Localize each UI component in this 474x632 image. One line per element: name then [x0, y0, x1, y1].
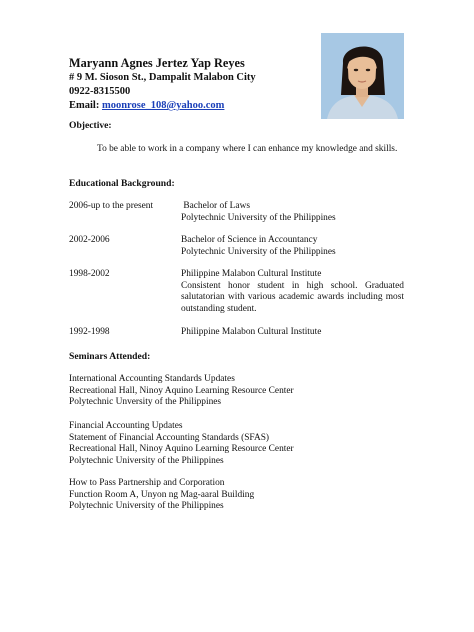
- education-date: 2006-up to the present: [69, 201, 154, 211]
- seminar-line: Function Room A, Unyon ng Mag-aaral Building: [69, 489, 255, 500]
- education-line: Polytechnic University of the Philippines: [181, 212, 336, 223]
- seminar-line: Recreational Hall, Ninoy Aquino Learning Resource Center: [69, 444, 294, 455]
- seminars-heading: Seminars Attended:: [69, 351, 151, 362]
- seminar-line: Polytechnic University of the Philippines: [69, 501, 224, 512]
- seminar-line: International Accounting Standards Updates: [69, 374, 235, 384]
- education-line: Consistent honor student in high school. Graduated salutatorian with various academic awards including most outstanding student.: [181, 280, 404, 314]
- objective-text: [69, 143, 404, 155]
- seminar-line: How to Pass Partnership and Corporation: [69, 478, 225, 488]
- objective-heading: Objective:: [69, 120, 112, 131]
- education-line: Polytechnic University of the Philippines: [181, 246, 336, 257]
- email-label: Email:: [69, 100, 102, 111]
- education-entry: [69, 269, 404, 317]
- seminar-line: Polytechnic University of the Philippines: [69, 455, 224, 466]
- objective-body: To be able to work in a company where I can enhance my knowledge and skills.: [97, 144, 398, 154]
- education-heading: Educational Background:: [69, 178, 175, 189]
- phone-number: 0922-8315500: [69, 86, 131, 97]
- education-date: 1992-1998: [69, 327, 110, 337]
- education-line: Bachelor of Laws: [181, 201, 250, 211]
- seminar-line: Financial Accounting Updates: [69, 421, 183, 431]
- education-line: Bachelor of Science in Accountancy: [181, 235, 318, 245]
- education-entry: [69, 327, 404, 339]
- education-entry: [69, 201, 404, 225]
- seminar-entry: [69, 478, 404, 513]
- education-detail: [181, 235, 404, 258]
- seminar-line: Statement of Financial Accounting Standards (SFAS): [69, 432, 270, 443]
- profile-photo: [321, 33, 404, 119]
- email-link[interactable]: moonrose_108@yahoo.com: [101, 100, 225, 111]
- education-line: Philippine Malabon Cultural Institute: [181, 327, 322, 337]
- seminar-entry: [69, 421, 404, 467]
- education-date: 2002-2006: [69, 235, 110, 245]
- education-detail: [181, 327, 404, 339]
- education-detail: [181, 269, 404, 315]
- email-line: [69, 99, 319, 113]
- address: # 9 M. Sioson St., Dampalit Malabon City: [69, 72, 256, 83]
- seminar-line: Polytechnic Unversity of the Philippines: [69, 397, 222, 408]
- seminar-entry: [69, 374, 404, 409]
- education-detail: [181, 201, 404, 224]
- profile-photo-image: [321, 33, 404, 119]
- education-date: 1998-2002: [69, 269, 110, 279]
- education-entry: [69, 235, 404, 259]
- seminar-line: Recreational Hall, Ninoy Aquino Learning Resource Center: [69, 385, 294, 396]
- applicant-name: Maryann Agnes Jertez Yap Reyes: [69, 56, 245, 70]
- education-line: Philippine Malabon Cultural Institute: [181, 269, 322, 279]
- resume-header: [69, 56, 319, 113]
